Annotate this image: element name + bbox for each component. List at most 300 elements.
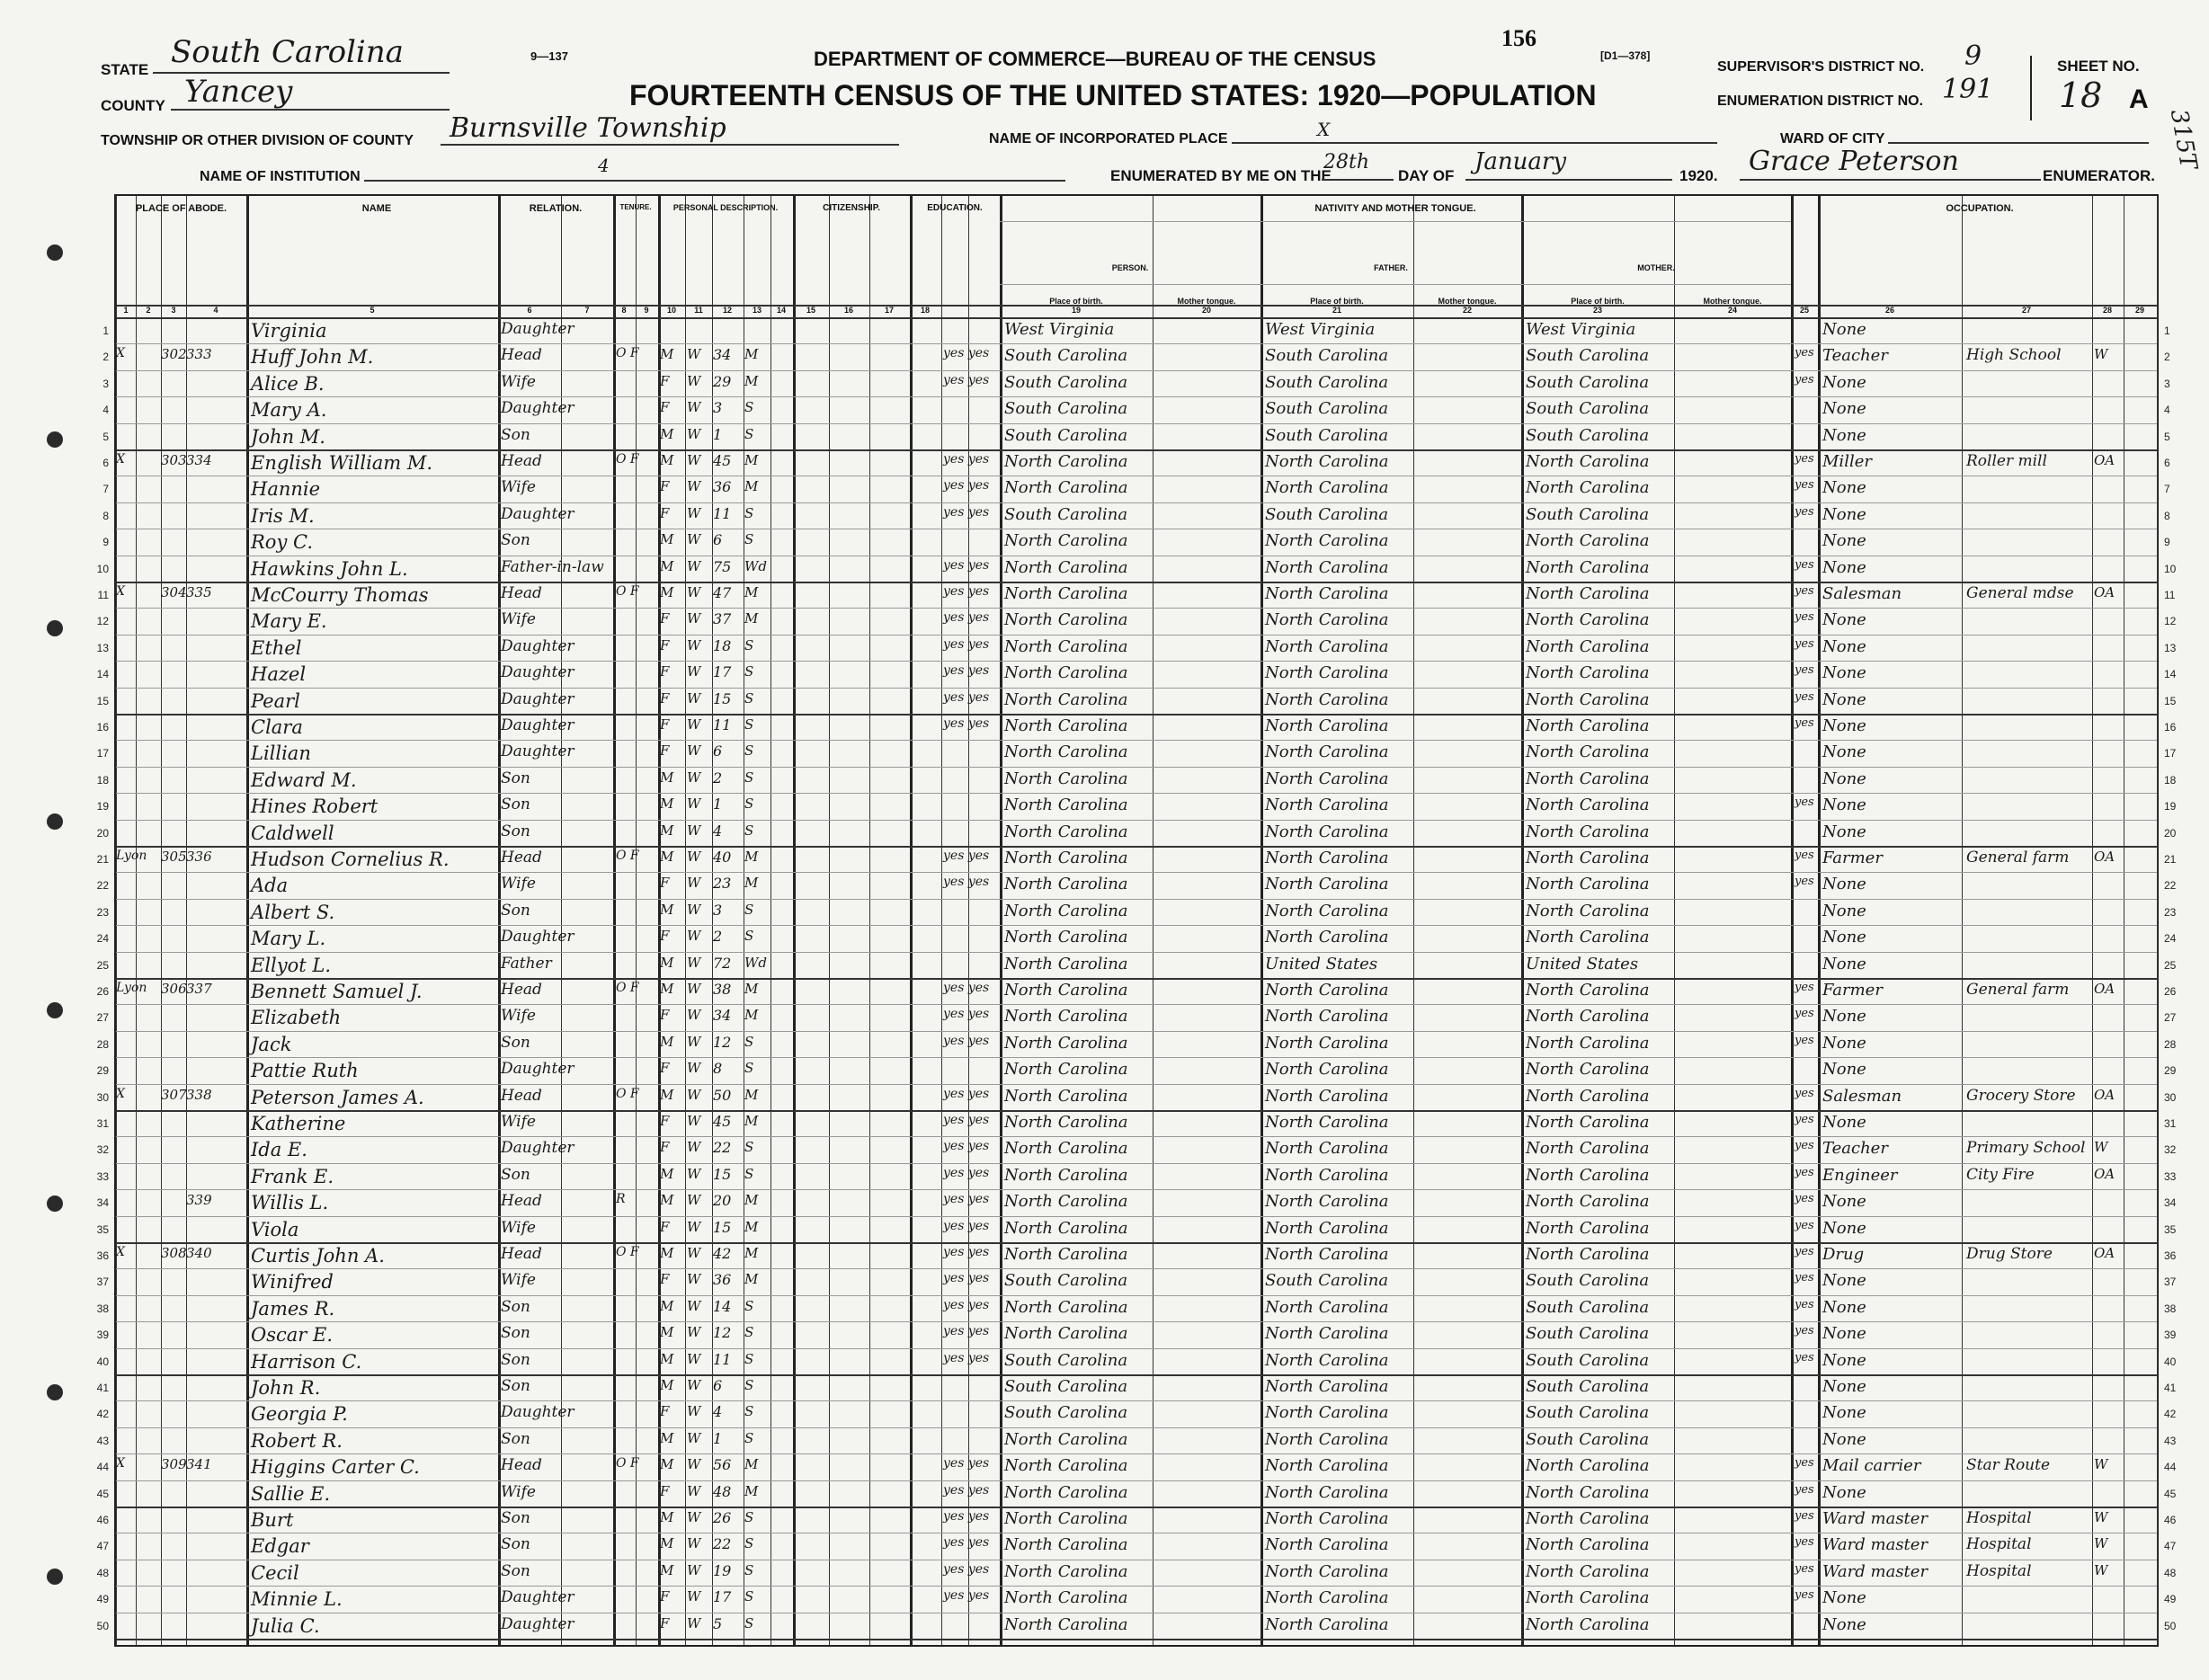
- cell-name: Roy C.: [251, 531, 313, 554]
- cell-mother: North Carolina: [1526, 531, 1650, 551]
- cell-ind: Star Route: [1966, 1456, 2051, 1475]
- cell-rel: Daughter: [501, 1403, 575, 1422]
- cell-father: North Carolina: [1265, 1403, 1389, 1423]
- cell-sex: M: [660, 1192, 674, 1209]
- supervisor-label: SUPERVISOR'S DISTRICT NO.: [1717, 59, 1925, 75]
- row-divider: [116, 1639, 2157, 1640]
- incorporated-underline: [1232, 142, 1717, 144]
- row-divider: [116, 1427, 2157, 1428]
- cell-occ: None: [1822, 716, 1866, 735]
- cell-age: 14: [713, 1297, 732, 1315]
- row-divider: [116, 343, 2157, 344]
- row-divider: [116, 793, 2157, 794]
- sub-person-birthplace: Place of birth.: [1049, 297, 1103, 306]
- row-divider: [116, 1400, 2157, 1401]
- cell-house: 308: [161, 1245, 187, 1261]
- row-number-right: 31: [2164, 1117, 2177, 1130]
- cell-eng: yes: [1795, 1350, 1814, 1364]
- row-divider: [116, 396, 2157, 397]
- cell-age: 40: [713, 849, 732, 866]
- row-divider: [116, 1507, 2157, 1508]
- cell-sex: F: [660, 1218, 670, 1235]
- cell-ms: S: [744, 399, 754, 416]
- cell-mother: North Carolina: [1526, 1192, 1650, 1212]
- cell-name: Willis L.: [251, 1192, 329, 1214]
- row-number-left: 39: [96, 1329, 109, 1342]
- cell-house: 309: [161, 1456, 187, 1473]
- cell-age: 29: [713, 372, 732, 390]
- cell-mother: North Carolina: [1526, 1482, 1650, 1502]
- sub-mother-birthplace: Place of birth.: [1571, 297, 1625, 306]
- row-number-right: 37: [2164, 1276, 2177, 1289]
- cell-race: W: [687, 981, 701, 997]
- cell-ms: S: [744, 636, 754, 653]
- cell-sex: M: [660, 769, 674, 786]
- cell-house: 303: [161, 452, 187, 468]
- cell-occ: None: [1822, 1218, 1866, 1238]
- cell-ms: S: [744, 822, 754, 839]
- cell-occ: Mail carrier: [1822, 1456, 1921, 1476]
- cell-race: W: [687, 1165, 701, 1182]
- cell-read: yes yes: [943, 504, 990, 520]
- cell-rel: Head: [501, 452, 542, 470]
- cell-age: 37: [713, 610, 732, 628]
- cell-eng: yes: [1795, 1192, 1814, 1206]
- row-number-right: 42: [2164, 1408, 2177, 1421]
- cell-mother: North Carolina: [1526, 822, 1650, 841]
- cell-ms: S: [744, 689, 754, 707]
- cell-cls: W: [2094, 1509, 2108, 1525]
- row-number-right: 14: [2164, 668, 2177, 681]
- cell-name: Mary A.: [251, 399, 327, 422]
- cell-name: Burt: [251, 1509, 294, 1531]
- cell-sex: F: [660, 689, 670, 707]
- cell-cls: W: [2094, 1456, 2108, 1473]
- row-number-left: 4: [102, 404, 109, 417]
- cell-name: Curtis John A.: [251, 1245, 385, 1267]
- cell-ind: General farm: [1966, 981, 2070, 999]
- cell-occ: None: [1822, 1271, 1866, 1291]
- cell-cls: OA: [2094, 452, 2115, 468]
- cell-sex: M: [660, 1561, 674, 1578]
- cell-mother: North Carolina: [1526, 1139, 1650, 1159]
- cell-rel: Son: [501, 822, 530, 840]
- column-number: 28: [2102, 306, 2112, 315]
- row-number-left: 35: [96, 1222, 109, 1236]
- cell-father: North Carolina: [1265, 1113, 1389, 1132]
- row-number-left: 10: [96, 562, 109, 575]
- cell-sex: F: [660, 1403, 670, 1420]
- cell-street: X: [116, 1456, 125, 1471]
- column-number: 24: [1727, 306, 1737, 315]
- cell-own: O F: [616, 452, 639, 467]
- column-number: 14: [776, 306, 786, 315]
- cell-place: North Carolina: [1004, 531, 1128, 551]
- cell-read: yes yes: [943, 610, 990, 626]
- cell-dwelling: 339: [186, 1192, 212, 1209]
- cell-occ: None: [1822, 928, 1866, 947]
- cell-dwelling: 341: [186, 1456, 212, 1473]
- row-divider: [116, 449, 2157, 451]
- cell-sex: M: [660, 452, 674, 468]
- cell-mother: North Carolina: [1526, 796, 1650, 815]
- cell-mother: South Carolina: [1526, 1324, 1650, 1344]
- binder-hole-icon: [47, 1002, 63, 1018]
- cell-father: North Carolina: [1265, 689, 1389, 709]
- cell-eng: yes: [1795, 1509, 1814, 1523]
- cell-age: 12: [713, 1033, 732, 1051]
- cell-street: X: [116, 452, 125, 467]
- cell-father: North Carolina: [1265, 716, 1389, 735]
- cell-name: Jack: [251, 1033, 292, 1055]
- cell-age: 1: [713, 425, 723, 443]
- day-of-label: DAY OF: [1398, 167, 1455, 184]
- cell-sex: M: [660, 1377, 674, 1393]
- row-divider: [116, 740, 2157, 741]
- enumerated-label: ENUMERATED BY ME ON THE: [1110, 167, 1332, 184]
- cell-mother: South Carolina: [1526, 504, 1650, 524]
- cell-race: W: [687, 636, 701, 653]
- row-number-right: 20: [2164, 826, 2177, 840]
- cell-race: W: [687, 610, 701, 627]
- binder-hole-icon: [47, 1196, 63, 1212]
- cell-mother: North Carolina: [1526, 716, 1650, 735]
- row-divider: [116, 1136, 2157, 1137]
- cell-rel: Daughter: [501, 636, 575, 655]
- row-number-right: 17: [2164, 747, 2177, 760]
- cell-own: O F: [616, 584, 639, 599]
- cell-father: West Virginia: [1265, 320, 1376, 339]
- cell-ms: S: [744, 1139, 754, 1156]
- row-number-right: 22: [2164, 879, 2177, 893]
- cell-eng: yes: [1795, 1113, 1814, 1126]
- cell-occ: None: [1822, 822, 1866, 841]
- cell-mother: North Carolina: [1526, 1007, 1650, 1027]
- cell-occ: None: [1822, 1007, 1866, 1027]
- cell-sex: F: [660, 504, 670, 521]
- row-number-left: 20: [96, 826, 109, 840]
- row-number-left: 45: [96, 1487, 109, 1500]
- cell-cls: OA: [2094, 584, 2115, 600]
- cell-mother: North Carolina: [1526, 584, 1650, 603]
- cell-cls: W: [2094, 1535, 2108, 1552]
- cell-age: 72: [713, 954, 732, 972]
- row-number-left: 41: [96, 1382, 109, 1394]
- row-number-left: 40: [96, 1355, 109, 1368]
- cell-place: North Carolina: [1004, 610, 1128, 630]
- cell-father: South Carolina: [1265, 425, 1389, 445]
- row-number-right: 36: [2164, 1249, 2177, 1262]
- cell-age: 50: [713, 1086, 732, 1104]
- cell-eng: yes: [1795, 478, 1814, 493]
- column-number: 21: [1332, 306, 1341, 315]
- cell-age: 17: [713, 663, 732, 681]
- cell-mother: West Virginia: [1526, 320, 1636, 339]
- cell-mother: United States: [1526, 954, 1639, 973]
- cell-name: Mary L.: [251, 928, 326, 950]
- row-divider: [116, 1189, 2157, 1190]
- cell-ms: S: [744, 1165, 754, 1182]
- column-number: 29: [2134, 306, 2144, 315]
- cell-eng: yes: [1795, 1456, 1814, 1471]
- cell-ms: S: [744, 1324, 754, 1341]
- cell-place: North Carolina: [1004, 1614, 1128, 1634]
- row-divider: [116, 952, 2157, 953]
- cell-sex: M: [660, 557, 674, 574]
- cell-ms: S: [744, 504, 754, 521]
- row-divider: [116, 661, 2157, 662]
- enumerator-underline: [1740, 179, 2041, 181]
- cell-sex: M: [660, 849, 674, 865]
- row-divider: [116, 1453, 2157, 1454]
- cell-house: 306: [161, 981, 187, 997]
- cell-rel: Wife: [501, 478, 536, 497]
- cell-occ: Teacher: [1822, 346, 1888, 366]
- cell-rel: Head: [501, 1086, 542, 1105]
- cell-name: John M.: [251, 425, 325, 448]
- row-number-left: 28: [96, 1037, 109, 1051]
- row-number-left: 2: [102, 351, 109, 364]
- cell-father: North Carolina: [1265, 1561, 1389, 1581]
- row-number-right: 21: [2164, 853, 2177, 866]
- row-divider: [116, 899, 2157, 900]
- cell-sex: F: [660, 716, 670, 733]
- cell-age: 47: [713, 584, 732, 601]
- cell-house: 307: [161, 1086, 187, 1103]
- cell-eng: yes: [1795, 1165, 1814, 1179]
- cell-sex: M: [660, 1429, 674, 1446]
- cell-sex: F: [660, 1113, 670, 1129]
- cell-rel: Son: [501, 1535, 530, 1554]
- cell-occ: Teacher: [1822, 1139, 1888, 1159]
- cell-read: yes yes: [943, 1588, 990, 1604]
- cell-age: 19: [713, 1561, 732, 1579]
- cell-read: yes yes: [943, 478, 990, 493]
- cell-rel: Son: [501, 901, 530, 920]
- cell-sex: M: [660, 901, 674, 918]
- cell-ms: M: [744, 1218, 759, 1235]
- row-number-right: 26: [2164, 985, 2177, 998]
- row-number-left: 37: [96, 1276, 109, 1289]
- cell-ind: General mdse: [1966, 584, 2074, 602]
- cell-race: W: [687, 1350, 701, 1367]
- cell-age: 36: [713, 1271, 732, 1289]
- cell-race: W: [687, 1588, 701, 1605]
- cell-father: North Carolina: [1265, 1139, 1389, 1159]
- institution-underline: [364, 180, 1065, 182]
- cell-eng: yes: [1795, 1218, 1814, 1232]
- cell-mother: South Carolina: [1526, 1350, 1650, 1370]
- cell-age: 6: [713, 742, 723, 760]
- state-label: STATE: [101, 61, 149, 78]
- row-number-left: 8: [102, 509, 109, 522]
- cell-rel: Head: [501, 981, 542, 999]
- cell-cls: W: [2094, 346, 2108, 363]
- cell-own: O F: [616, 849, 639, 863]
- cell-father: North Carolina: [1265, 452, 1389, 471]
- cell-age: 4: [713, 822, 723, 840]
- cell-ms: S: [744, 1403, 754, 1420]
- cell-sex: M: [660, 1245, 674, 1261]
- cell-age: 34: [713, 1007, 732, 1025]
- cell-rel: Son: [501, 1350, 530, 1369]
- cell-race: W: [687, 1377, 701, 1393]
- cell-rel: Son: [501, 1509, 530, 1527]
- cell-sex: M: [660, 425, 674, 442]
- cell-age: 1: [713, 1429, 723, 1447]
- cell-place: North Carolina: [1004, 742, 1128, 762]
- cell-mother: North Carolina: [1526, 1218, 1650, 1238]
- cell-eng: yes: [1795, 1561, 1814, 1576]
- cell-age: 26: [713, 1509, 732, 1526]
- cell-age: 75: [713, 557, 732, 575]
- cell-ind: Hospital: [1966, 1535, 2032, 1554]
- cell-rel: Daughter: [501, 399, 575, 418]
- cell-ms: Wd: [744, 954, 768, 971]
- cell-age: 48: [713, 1482, 732, 1500]
- cell-ms: Wd: [744, 557, 768, 574]
- cell-father: North Carolina: [1265, 1086, 1389, 1106]
- row-divider: [116, 1374, 2157, 1376]
- cell-race: W: [687, 742, 701, 760]
- column-number: 5: [370, 306, 375, 315]
- cell-race: W: [687, 1535, 701, 1552]
- cell-father: North Carolina: [1265, 822, 1389, 841]
- cell-street: Lyon: [116, 849, 147, 863]
- cell-place: North Carolina: [1004, 1245, 1128, 1264]
- ed-label: ENUMERATION DISTRICT NO.: [1717, 93, 1924, 109]
- row-number-left: 32: [96, 1143, 109, 1157]
- cell-eng: yes: [1795, 636, 1814, 651]
- cell-place: North Carolina: [1004, 663, 1128, 683]
- cell-rel: Son: [501, 1561, 530, 1580]
- cell-name: Mary E.: [251, 610, 327, 633]
- row-divider: [116, 502, 2157, 503]
- row-number-left: 47: [96, 1540, 109, 1553]
- column-number: 22: [1462, 306, 1472, 315]
- row-divider: [116, 1110, 2157, 1112]
- cell-race: W: [687, 584, 701, 600]
- cell-name: Hudson Cornelius R.: [251, 849, 450, 870]
- cell-rel: Son: [501, 531, 530, 550]
- row-divider: [116, 767, 2157, 768]
- row-divider: [116, 688, 2157, 689]
- cell-name: Cecil: [251, 1561, 299, 1584]
- cell-mother: South Carolina: [1526, 346, 1650, 366]
- cell-rel: Head: [501, 849, 542, 867]
- cell-place: South Carolina: [1004, 425, 1128, 445]
- cell-age: 20: [713, 1192, 732, 1210]
- header-separator: [116, 317, 2157, 319]
- cell-name: Hines Robert: [251, 796, 379, 818]
- cell-eng: yes: [1795, 557, 1814, 572]
- cell-own: O F: [616, 346, 639, 361]
- cell-mother: North Carolina: [1526, 1060, 1650, 1080]
- row-number-right: 41: [2164, 1382, 2177, 1394]
- cell-ms: S: [744, 531, 754, 548]
- cell-sex: M: [660, 981, 674, 997]
- cell-sex: M: [660, 954, 674, 971]
- cell-cls: OA: [2094, 1086, 2115, 1103]
- cell-read: yes yes: [943, 1113, 990, 1127]
- cell-mother: North Carolina: [1526, 1614, 1650, 1634]
- cell-father: North Carolina: [1265, 796, 1389, 815]
- cell-read: yes yes: [943, 716, 990, 731]
- cell-ms: M: [744, 1007, 759, 1024]
- cell-mother: North Carolina: [1526, 636, 1650, 656]
- cell-age: 6: [713, 1377, 723, 1394]
- row-number-left: 12: [96, 615, 109, 628]
- cell-rel: Wife: [501, 1482, 536, 1501]
- cell-sex: F: [660, 742, 670, 760]
- cell-place: North Carolina: [1004, 928, 1128, 947]
- cell-read: yes yes: [943, 663, 990, 679]
- binder-hole-icon: [47, 244, 63, 261]
- row-number-right: 24: [2164, 932, 2177, 946]
- row-divider: [116, 1242, 2157, 1244]
- cell-place: North Carolina: [1004, 716, 1128, 735]
- cell-mother: North Carolina: [1526, 901, 1650, 920]
- cell-race: W: [687, 796, 701, 813]
- cell-mother: North Carolina: [1526, 663, 1650, 683]
- cell-occ: None: [1822, 1324, 1866, 1344]
- cell-name: Ada: [251, 875, 289, 897]
- cell-sex: M: [660, 1297, 674, 1314]
- cell-ms: S: [744, 663, 754, 680]
- cell-mother: North Carolina: [1526, 769, 1650, 788]
- cell-age: 3: [713, 399, 723, 417]
- cell-place: North Carolina: [1004, 981, 1128, 1000]
- cell-race: W: [687, 346, 701, 363]
- cell-rel: Daughter: [501, 928, 575, 947]
- form-code: 9—137: [530, 49, 568, 63]
- cell-sex: M: [660, 1033, 674, 1050]
- enumerated-day: 28th: [1323, 151, 1370, 173]
- cell-race: W: [687, 1245, 701, 1261]
- cell-father: North Carolina: [1265, 1324, 1389, 1344]
- row-number-left: 48: [96, 1566, 109, 1579]
- cell-father: North Carolina: [1265, 1007, 1389, 1027]
- cell-read: yes yes: [943, 1561, 990, 1577]
- cell-rel: Son: [501, 1324, 530, 1343]
- sub-father-tongue: Mother tongue.: [1438, 297, 1497, 306]
- row-number-right: 46: [2164, 1514, 2177, 1526]
- column-number: 6: [527, 306, 532, 315]
- cell-occ: Ward master: [1822, 1535, 1928, 1555]
- cell-read: yes yes: [943, 1535, 990, 1551]
- sheet-label: SHEET NO.: [2057, 58, 2140, 75]
- cell-own: O F: [616, 1086, 639, 1101]
- cell-age: 1: [713, 796, 723, 813]
- cell-read: yes yes: [943, 1033, 990, 1048]
- group-personal: PERSONAL DESCRIPTION.: [672, 203, 779, 212]
- cell-sex: F: [660, 1588, 670, 1605]
- row-number-left: 50: [96, 1619, 109, 1632]
- cell-father: North Carolina: [1265, 610, 1389, 630]
- cell-rel: Daughter: [501, 663, 575, 682]
- cell-ms: S: [744, 742, 754, 760]
- cell-sex: F: [660, 636, 670, 653]
- cell-mother: South Carolina: [1526, 372, 1650, 392]
- cell-eng: yes: [1795, 452, 1814, 466]
- cell-mother: North Carolina: [1526, 689, 1650, 709]
- cell-father: North Carolina: [1265, 875, 1389, 894]
- sub-mother-tongue: Mother tongue.: [1703, 297, 1762, 306]
- cell-place: South Carolina: [1004, 1377, 1128, 1396]
- cell-occ: None: [1822, 875, 1866, 894]
- cell-ind: Primary School: [1966, 1139, 2086, 1158]
- cell-place: South Carolina: [1004, 504, 1128, 524]
